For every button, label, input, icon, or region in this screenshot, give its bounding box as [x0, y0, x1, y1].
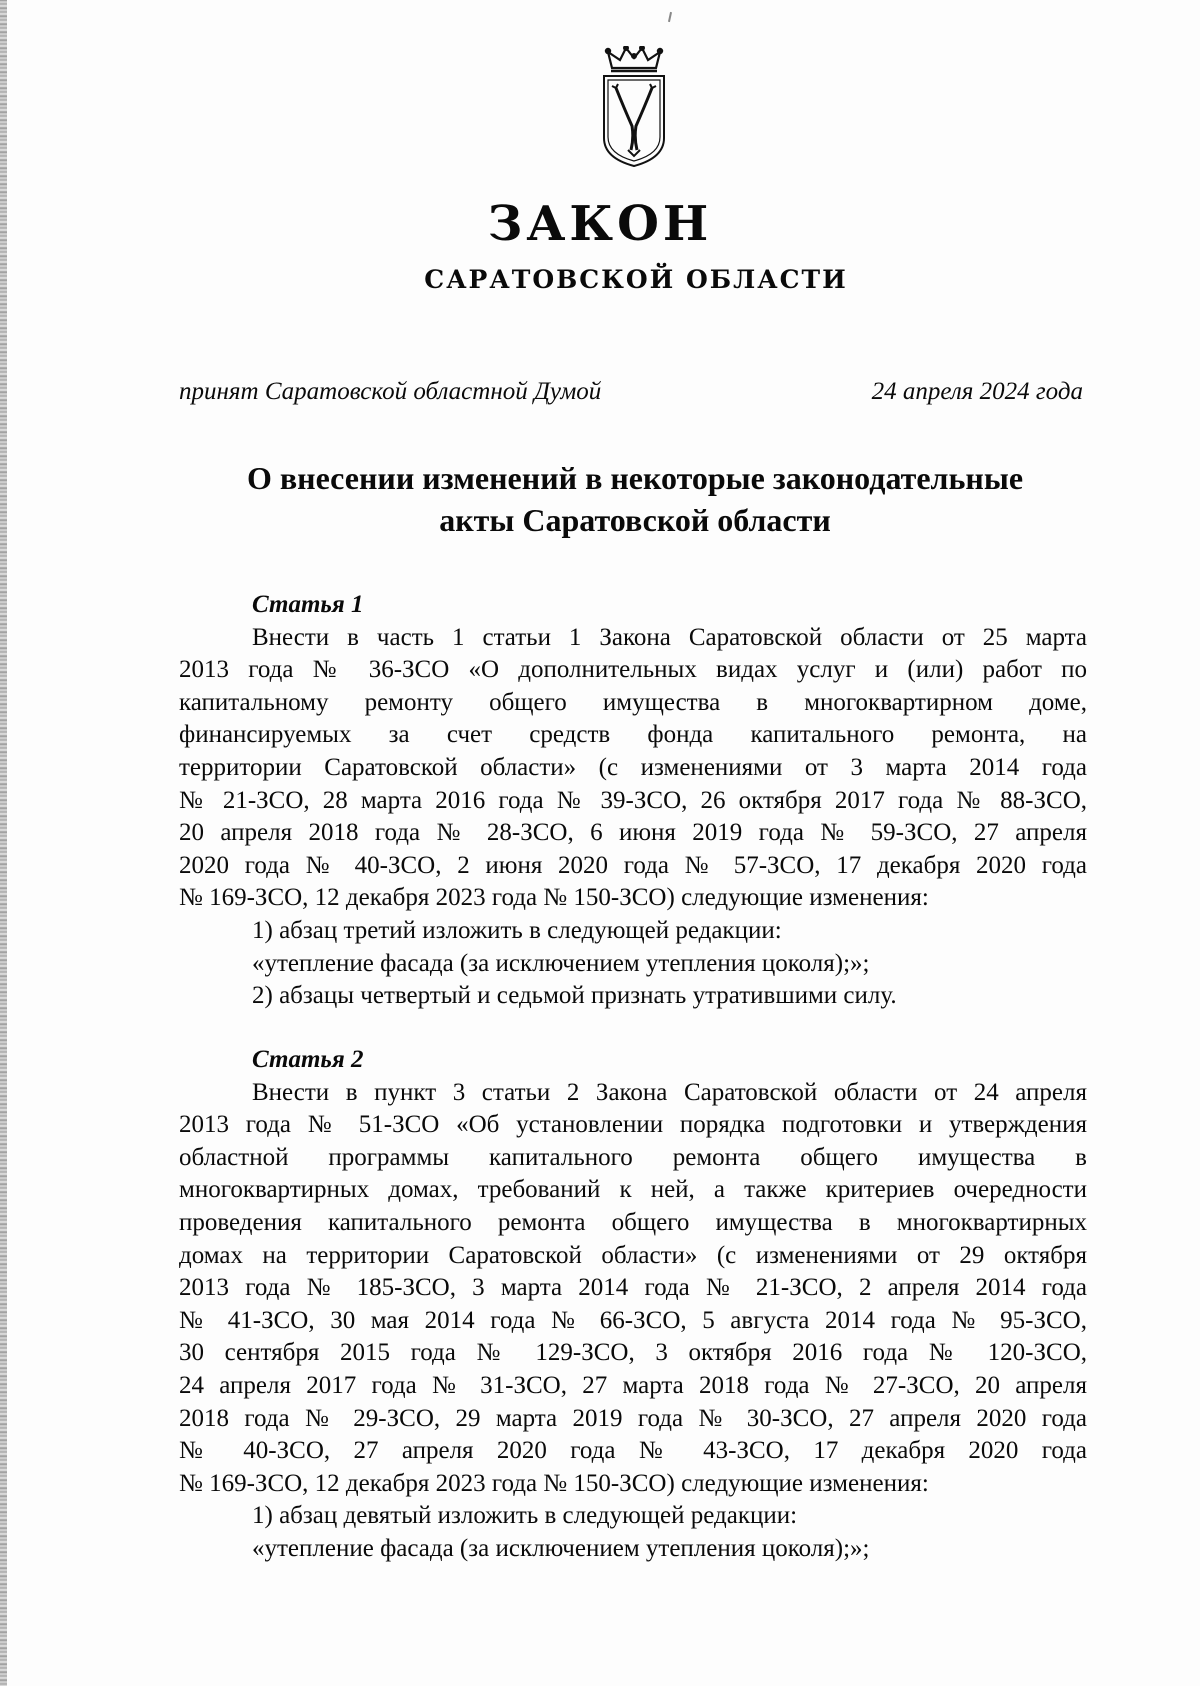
adoption-authority: принят Саратовской областной Думой — [179, 378, 602, 405]
article-1-line: 20 апреля 2018 года № 28-ЗСО, 6 июня 2019 года № 59-ЗСО, 27 апреля — [179, 819, 1087, 847]
article-1-line: 2020 года № 40-ЗСО, 2 июня 2020 года № 57-ЗСО, 17 декабря 2020 года — [179, 851, 1087, 879]
article-2-line: проведения капитального ремонта общего имущества в многоквартирных — [179, 1208, 1087, 1236]
article-2-line: № 169-ЗСО, 12 декабря 2023 года № 150-ЗСО) следующие изменения: — [179, 1469, 929, 1497]
document-subtitle: САРАТОВСКОЙ ОБЛАСТИ — [424, 265, 848, 294]
article-2-line: областной программы капитального ремонта общего имущества в — [179, 1143, 1087, 1171]
article-1-line: территории Саратовской области» (с изменениями от 3 марта 2014 года — [179, 753, 1087, 781]
article-1-line: № 21-ЗСО, 28 марта 2016 года № 39-ЗСО, 26 октября 2017 года № 88-ЗСО, — [179, 786, 1087, 814]
article-2-line: 2013 года № 185-ЗСО, 3 марта 2014 года № 21-ЗСО, 2 апреля 2014 года — [179, 1274, 1087, 1302]
article-2-line: домах на территории Саратовской области» (с изменениями от 29 октября — [179, 1241, 1087, 1269]
law-heading — [150, 457, 1120, 541]
adoption-line — [179, 375, 1083, 409]
article-2 — [179, 1044, 1087, 1566]
article-2-line: № 41-ЗСО, 30 мая 2014 года № 66-ЗСО, 5 августа 2014 года № 95-ЗСО, — [179, 1306, 1087, 1334]
document-title: ЗАКОН — [487, 196, 713, 252]
article-2-line: многоквартирных домах, требований к ней, а также критериев очередности — [179, 1176, 1087, 1204]
article-2-line: 24 апреля 2017 года № 31-ЗСО, 27 марта 2018 года № 27-ЗСО, 20 апреля — [179, 1371, 1087, 1399]
article-2-line: 2013 года № 51-ЗСО «Об установлении порядка подготовки и утверждения — [179, 1111, 1087, 1139]
scan-edge — [0, 0, 7, 1686]
article-1-title: Статья 1 — [252, 591, 364, 618]
law-heading-line: акты Саратовской области — [439, 502, 831, 538]
article-2-title: Статья 2 — [252, 1046, 364, 1073]
article-1-line: капитальному ремонту общего имущества в многоквартирном доме, — [179, 688, 1087, 716]
article-2-line: 30 сентября 2015 года № 129-ЗСО, 3 октября 2016 года № 120-ЗСО, — [179, 1339, 1087, 1367]
scan-speck — [668, 12, 672, 22]
article-2-item: 1) абзац девятый изложить в следующей редакции: — [252, 1502, 798, 1530]
coat-of-arms-icon — [598, 46, 670, 168]
article-2-item: «утепление фасада (за исключением утепления цоколя);»; — [252, 1534, 870, 1562]
adoption-date: 24 апреля 2024 года — [871, 378, 1083, 405]
article-2-line: 2018 года № 29-ЗСО, 29 марта 2019 года № 30-ЗСО, 27 апреля 2020 года — [179, 1404, 1087, 1432]
article-1-line: финансируемых за счет средств фонда капитального ремонта, на — [179, 721, 1087, 749]
article-1-item: 1) абзац третий изложить в следующей редакции: — [252, 916, 782, 944]
article-2-line: № 40-ЗСО, 27 апреля 2020 года № 43-ЗСО, 17 декабря 2020 года — [179, 1437, 1087, 1465]
article-1-line: 2013 года № 36-ЗСО «О дополнительных видах услуг и (или) работ по — [179, 656, 1087, 684]
article-1-item: «утепление фасада (за исключением утепления цоколя);»; — [252, 949, 870, 977]
article-1-line: Внести в часть 1 статьи 1 Закона Саратовской области от 25 марта — [252, 623, 1087, 651]
article-1 — [179, 589, 1087, 1013]
law-heading-line: О внесении изменений в некоторые законодательные — [246, 460, 1024, 496]
article-1-line: № 169-ЗСО, 12 декабря 2023 года № 150-ЗСО) следующие изменения: — [179, 884, 929, 912]
article-2-line: Внести в пункт 3 статьи 2 Закона Саратовской области от 24 апреля — [252, 1078, 1087, 1106]
article-1-item: 2) абзацы четвертый и седьмой признать утратившими силу. — [252, 982, 897, 1010]
